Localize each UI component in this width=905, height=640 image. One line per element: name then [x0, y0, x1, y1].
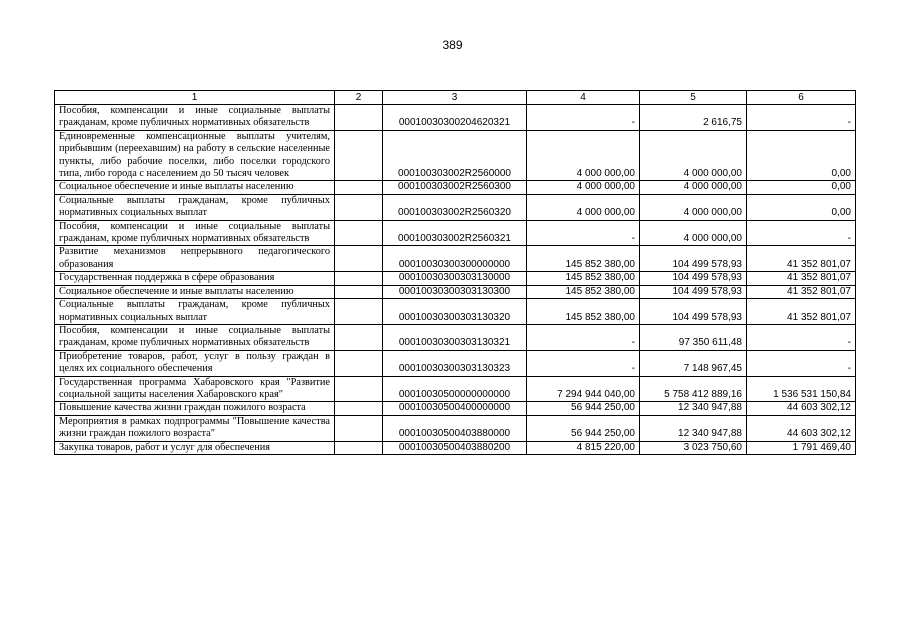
row-col2: [335, 246, 383, 272]
budget-table: [54, 90, 856, 455]
row-name: Социальные выплаты гражданам, кроме публичных нормативных социальных выплат: [55, 299, 335, 325]
row-code: 00010030300204620321: [383, 105, 527, 131]
row-col4: 7 294 944 040,00: [527, 376, 640, 402]
row-col2: [335, 181, 383, 194]
row-col6: 0,00: [747, 181, 856, 194]
row-col6: -: [747, 105, 856, 131]
row-col6: 41 352 801,07: [747, 272, 856, 285]
column-header-2: 2: [335, 91, 383, 105]
table-row: [55, 285, 856, 298]
table-row: [55, 376, 856, 402]
row-code: 00010030500403880200: [383, 441, 527, 454]
row-col4: 145 852 380,00: [527, 285, 640, 298]
column-header-4: 4: [527, 91, 640, 105]
row-name: Социальное обеспечение и иные выплаты населению: [55, 181, 335, 194]
row-col2: [335, 350, 383, 376]
row-code: 000100303002R2560000: [383, 130, 527, 181]
row-col2: [335, 194, 383, 220]
row-col5: 3 023 750,60: [640, 441, 747, 454]
row-code: 00010030500403880000: [383, 415, 527, 441]
row-col6: -: [747, 220, 856, 246]
row-col4: 56 944 250,00: [527, 415, 640, 441]
row-col2: [335, 220, 383, 246]
row-col2: [335, 402, 383, 415]
row-col5: 104 499 578,93: [640, 299, 747, 325]
row-col5: 12 340 947,88: [640, 415, 747, 441]
row-name: Единовременные компенсационные выплаты учителям, прибывшим (переехавшим) на работу в сельские населенные пункты, либо рабочие поселки, либо поселки городского типа, либо города с населением до 50 тысяч человек: [55, 130, 335, 181]
row-col6: 41 352 801,07: [747, 246, 856, 272]
row-col6: 41 352 801,07: [747, 299, 856, 325]
row-col6: 41 352 801,07: [747, 285, 856, 298]
row-col6: 1 536 531 150,84: [747, 376, 856, 402]
column-header-1: 1: [55, 91, 335, 105]
row-col4: -: [527, 324, 640, 350]
row-code: 00010030500000000000: [383, 376, 527, 402]
row-col4: 4 815 220,00: [527, 441, 640, 454]
row-col4: 4 000 000,00: [527, 130, 640, 181]
table-row: [55, 181, 856, 194]
row-col5: 12 340 947,88: [640, 402, 747, 415]
row-code: 000100303002R2560320: [383, 194, 527, 220]
row-code: 000100303002R2560321: [383, 220, 527, 246]
row-col5: 97 350 611,48: [640, 324, 747, 350]
row-code: 00010030300303130000: [383, 272, 527, 285]
column-header-6: 6: [747, 91, 856, 105]
column-header-5: 5: [640, 91, 747, 105]
table-row: [55, 299, 856, 325]
column-header-3: 3: [383, 91, 527, 105]
table-row: [55, 415, 856, 441]
row-col6: -: [747, 324, 856, 350]
table-row: [55, 130, 856, 181]
row-col4: -: [527, 350, 640, 376]
row-code: 00010030300300000000: [383, 246, 527, 272]
row-name: Пособия, компенсации и иные социальные выплаты гражданам, кроме публичных нормативных обязательств: [55, 220, 335, 246]
row-col4: -: [527, 220, 640, 246]
page-number: 389: [442, 38, 463, 52]
row-col4: 4 000 000,00: [527, 181, 640, 194]
row-col2: [335, 285, 383, 298]
row-name: Приобретение товаров, работ, услуг в пользу граждан в целях их социального обеспечения: [55, 350, 335, 376]
row-col2: [335, 441, 383, 454]
row-col5: 104 499 578,93: [640, 272, 747, 285]
row-col6: 1 791 469,40: [747, 441, 856, 454]
row-col2: [335, 272, 383, 285]
row-col6: 0,00: [747, 130, 856, 181]
table-row: [55, 246, 856, 272]
row-code: 00010030300303130320: [383, 299, 527, 325]
table-row: [55, 324, 856, 350]
row-col2: [335, 130, 383, 181]
header-row: [55, 91, 856, 105]
row-col4: 145 852 380,00: [527, 272, 640, 285]
row-col4: 145 852 380,00: [527, 246, 640, 272]
row-name: Пособия, компенсации и иные социальные выплаты гражданам, кроме публичных нормативных обязательств: [55, 105, 335, 131]
row-col4: 4 000 000,00: [527, 194, 640, 220]
row-col2: [335, 299, 383, 325]
table-row: [55, 402, 856, 415]
row-col2: [335, 105, 383, 131]
row-col6: -: [747, 350, 856, 376]
row-code: 000100303002R2560300: [383, 181, 527, 194]
row-col5: 2 616,75: [640, 105, 747, 131]
row-col4: 56 944 250,00: [527, 402, 640, 415]
row-col4: 145 852 380,00: [527, 299, 640, 325]
row-name: Развитие механизмов непрерывного педагогического образования: [55, 246, 335, 272]
row-col5: 7 148 967,45: [640, 350, 747, 376]
row-col5: 4 000 000,00: [640, 181, 747, 194]
row-col5: 104 499 578,93: [640, 285, 747, 298]
table-row: [55, 220, 856, 246]
row-name: Пособия, компенсации и иные социальные выплаты гражданам, кроме публичных нормативных обязательств: [55, 324, 335, 350]
row-code: 00010030300303130321: [383, 324, 527, 350]
row-name: Закупка товаров, работ и услуг для обеспечения: [55, 441, 335, 454]
row-col5: 4 000 000,00: [640, 220, 747, 246]
row-col5: 4 000 000,00: [640, 130, 747, 181]
row-col2: [335, 324, 383, 350]
table-row: [55, 350, 856, 376]
row-name: Социальные выплаты гражданам, кроме публичных нормативных социальных выплат: [55, 194, 335, 220]
row-col2: [335, 415, 383, 441]
row-col4: -: [527, 105, 640, 131]
table-row: [55, 194, 856, 220]
row-col5: 5 758 412 889,16: [640, 376, 747, 402]
row-code: 00010030300303130300: [383, 285, 527, 298]
table-row: [55, 272, 856, 285]
table-row: [55, 105, 856, 131]
row-name: Социальное обеспечение и иные выплаты населению: [55, 285, 335, 298]
row-name: Государственная поддержка в сфере образования: [55, 272, 335, 285]
row-col5: 104 499 578,93: [640, 246, 747, 272]
row-code: 00010030300303130323: [383, 350, 527, 376]
row-name: Повышение качества жизни граждан пожилого возраста: [55, 402, 335, 415]
row-name: Мероприятия в рамках подпрограммы "Повышение качества жизни граждан пожилого возраста": [55, 415, 335, 441]
row-col2: [335, 376, 383, 402]
row-col6: 44 603 302,12: [747, 402, 856, 415]
row-col6: 0,00: [747, 194, 856, 220]
table-row: [55, 441, 856, 454]
row-col6: 44 603 302,12: [747, 415, 856, 441]
row-code: 00010030500400000000: [383, 402, 527, 415]
row-col5: 4 000 000,00: [640, 194, 747, 220]
row-name: Государственная программа Хабаровского края "Развитие социальной защиты населения Хабаровского края": [55, 376, 335, 402]
